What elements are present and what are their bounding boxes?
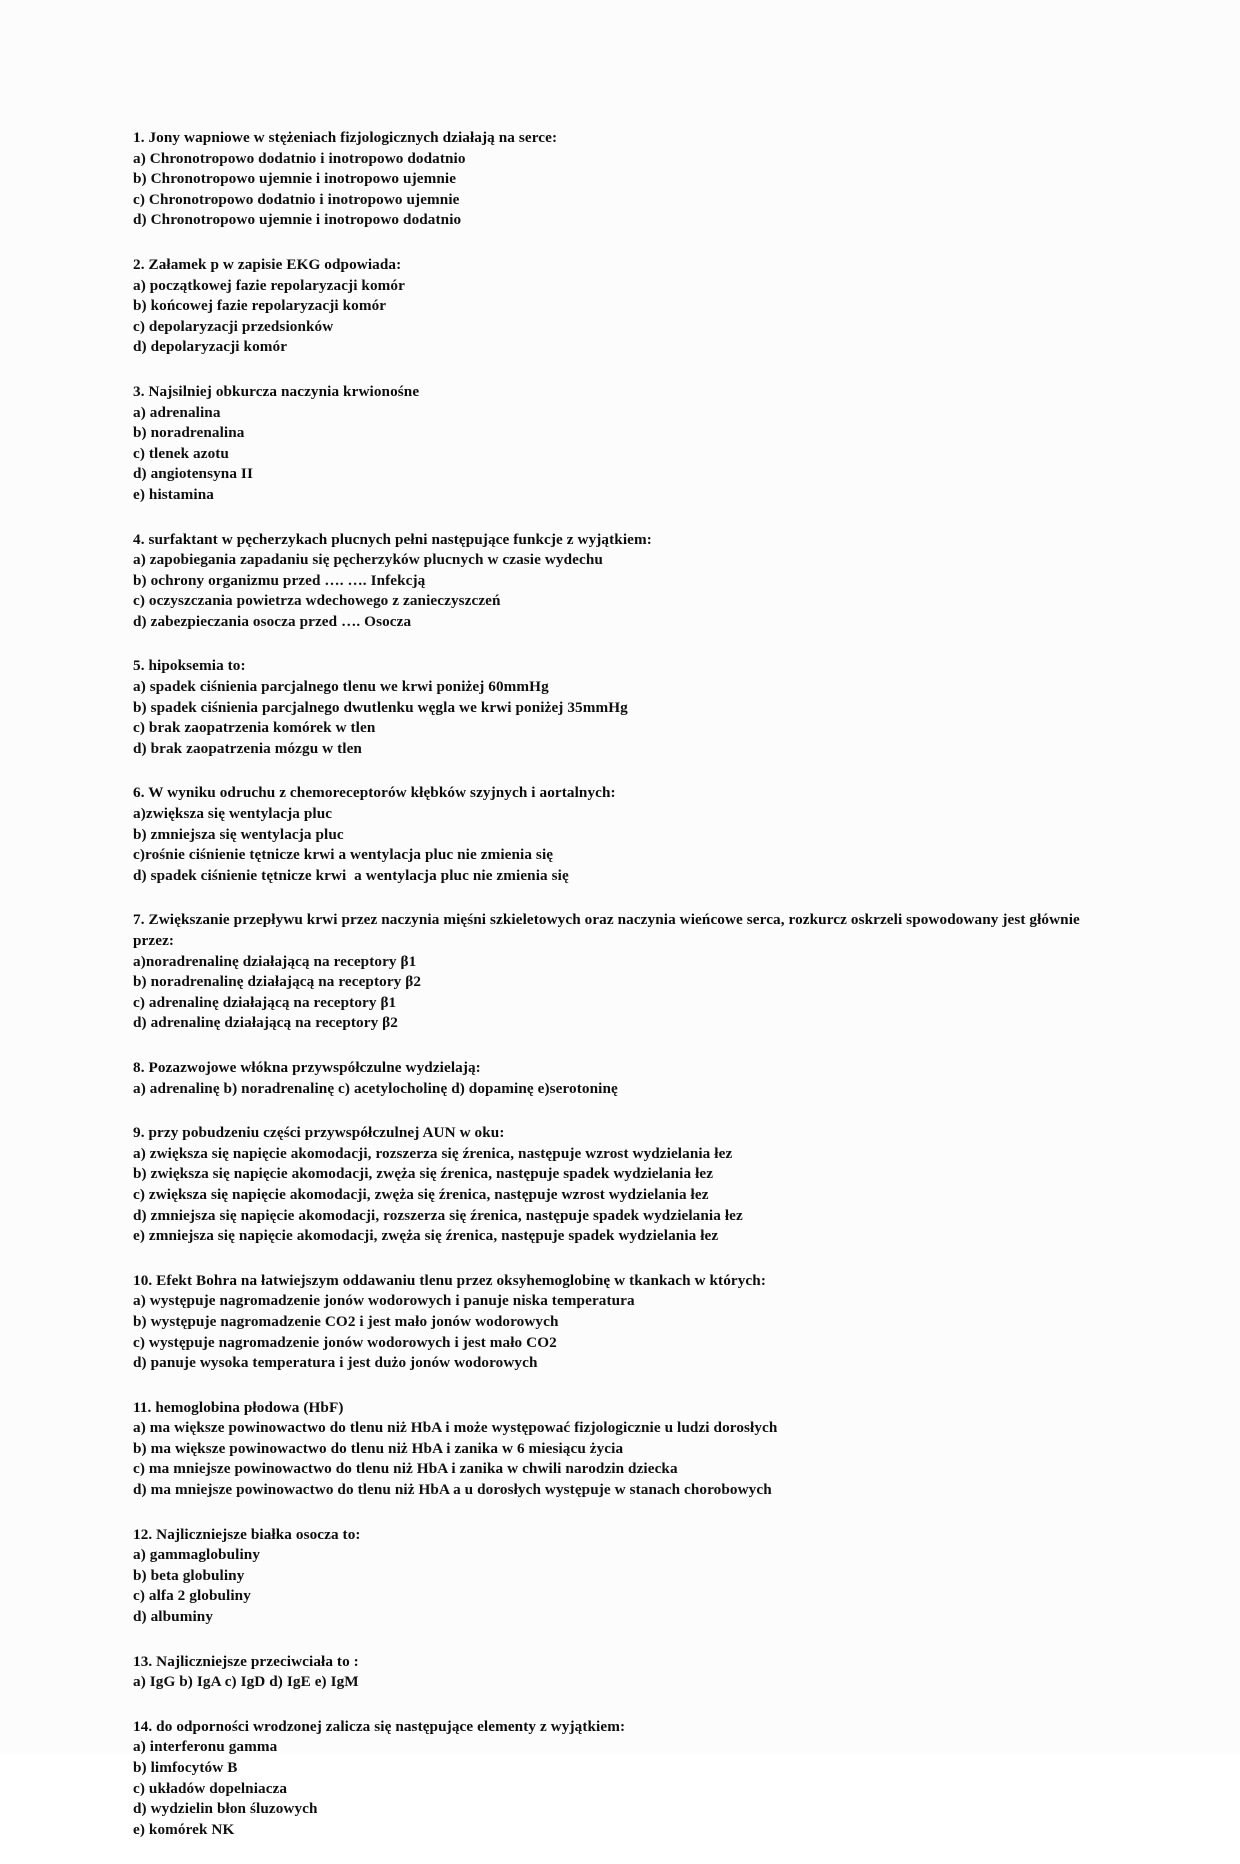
answer-option: b) limfocytów B xyxy=(133,1759,238,1776)
answer-option: b) beta globuliny xyxy=(133,1566,245,1584)
answer-option: a) zapobiegania zapadaniu się pęcherzyków plucnych w czasie wydechu xyxy=(133,551,603,569)
answer-option: d) angiotensyna II xyxy=(133,465,253,483)
answer-option: e) zmniejsza się napięcie akomodacji, zwęża się źrenica, następuje spadek wydzielania łez xyxy=(133,1227,719,1245)
question-list xyxy=(133,128,1093,1864)
answer-option: d) zmniejsza się napięcie akomodacji, rozszerza się źrenica, następuje spadek wydzielania łez xyxy=(133,1206,743,1224)
answer-option: b) zmniejsza się wentylacja pluc xyxy=(133,825,344,843)
answer-option: d) zabezpieczania osocza przed …. Osocza xyxy=(133,612,412,630)
answer-option: c) oczyszczania powietrza wdechowego z zanieczyszczeń xyxy=(133,592,501,610)
question-block xyxy=(133,1271,1093,1374)
question-stem: 3. Najsilniej obkurcza naczynia krwionośne xyxy=(133,382,420,400)
answer-option: a) adrenalina xyxy=(133,403,221,421)
answer-option: c) depolaryzacji przedsionków xyxy=(133,317,334,335)
answer-option: b) spadek ciśnienia parcjalnego dwutlenku węgla we krwi poniżej 35mmHg xyxy=(133,698,628,716)
answer-option: a) Chronotropowo dodatnio i inotropowo dodatnio xyxy=(133,149,466,167)
question-stem: 7. Zwiększanie przepływu krwi przez naczynia mięśni szkieletowych oraz naczynia wieńcowe serca, rozkurcz oskrzeli spowodowany jest głównie przez: xyxy=(133,911,1084,949)
answer-option: a)zwiększa się wentylacja pluc xyxy=(133,805,333,823)
question-stem: 5. hipoksemia to: xyxy=(133,657,246,675)
answer-option: a) gammaglobuliny xyxy=(133,1546,261,1564)
answer-option: c) układów dopelniacza xyxy=(133,1779,288,1797)
question-block xyxy=(133,1058,1093,1099)
answer-option: d) wydzielin błon śluzowych xyxy=(133,1800,318,1818)
answer-option: a) początkowej fazie repolaryzacji komór xyxy=(133,276,405,294)
answer-option: b) zwiększa się napięcie akomodacji, zwęża się źrenica, następuje spadek wydzielania łez xyxy=(133,1165,714,1183)
answer-option: c) zwiększa się napięcie akomodacji, zwęża się źrenica, następuje wzrost wydzielania łez xyxy=(133,1185,709,1203)
question-stem: 1. Jony wapniowe w stężeniach fizjologicznych działają na serce: xyxy=(133,129,558,146)
answer-option: d) depolaryzacji komór xyxy=(133,338,288,356)
question-stem: 11. hemoglobina płodowa (HbF) xyxy=(133,1398,344,1416)
question-stem: 6. W wyniku odruchu z chemoreceptorów kłębków szyjnych i aortalnych: xyxy=(133,784,616,802)
answer-option: c) tlenek azotu xyxy=(133,444,229,462)
question-stem: 8. Pozazwojowe włókna przywspółczulne wydzielają: xyxy=(133,1058,481,1076)
answer-option: c) adrenalinę działającą na receptory β1 xyxy=(133,993,397,1011)
answer-option: a) spadek ciśnienia parcjalnego tlenu we krwi poniżej 60mmHg xyxy=(133,678,549,696)
answer-option: c) występuje nagromadzenie jonów wodorowych i jest mało CO2 xyxy=(133,1333,557,1351)
question-stem: 2. Załamek p w zapisie EKG odpowiada: xyxy=(133,255,402,273)
question-block xyxy=(133,128,1093,231)
answer-option: d) panuje wysoka temperatura i jest dużo jonów wodorowych xyxy=(133,1354,538,1372)
question-stem: 13. Najliczniejsze przeciwciała to : xyxy=(133,1652,359,1670)
question-block xyxy=(133,656,1093,759)
answer-option: a) IgG b) IgA c) IgD d) IgE e) IgM xyxy=(133,1673,359,1691)
question-block xyxy=(133,1123,1093,1247)
question-stem: 10. Efekt Bohra na łatwiejszym oddawaniu tlenu przez oksyhemoglobinę w tkankach w których: xyxy=(133,1271,766,1289)
answer-option: d) albuminy xyxy=(133,1608,214,1626)
answer-option: b) ochrony organizmu przed …. …. Infekcją xyxy=(133,571,426,589)
answer-option: a)noradrenalinę działającą na receptory β1 xyxy=(133,952,417,970)
answer-option: a) zwiększa się napięcie akomodacji, rozszerza się źrenica, następuje wzrost wydzielania łez xyxy=(133,1144,733,1162)
question-block xyxy=(133,910,1093,1034)
answer-option: d) spadek ciśnienie tętnicze krwi a wentylacja pluc nie zmienia się xyxy=(133,866,569,884)
question-block xyxy=(133,1525,1093,1628)
answer-option: a) interferonu gamma xyxy=(133,1738,278,1756)
answer-option: d) Chronotropowo ujemnie i inotropowo dodatnio xyxy=(133,211,462,229)
answer-option: b) ma większe powinowactwo do tlenu niż HbA i zanika w 6 miesiącu życia xyxy=(133,1439,624,1457)
question-stem: 12. Najliczniejsze białka osocza to: xyxy=(133,1525,361,1543)
answer-option: d) adrenalinę działającą na receptory β2 xyxy=(133,1014,398,1032)
answer-option: b) Chronotropowo ujemnie i inotropowo ujemnie xyxy=(133,170,457,188)
answer-option: d) ma mniejsze powinowactwo do tlenu niż HbA a u dorosłych występuje w stanach chorobowych xyxy=(133,1481,772,1499)
question-block xyxy=(133,783,1093,886)
answer-option: e) histamina xyxy=(133,485,214,503)
answer-option: c) alfa 2 globuliny xyxy=(133,1587,251,1605)
question-block xyxy=(133,1717,1093,1841)
answer-option: a) adrenalinę b) noradrenalinę c) acetylocholinę d) dopaminę e)serotoninę xyxy=(133,1079,618,1097)
answer-option: c) Chronotropowo dodatnio i inotropowo ujemnie xyxy=(133,190,460,208)
answer-option: b) występuje nagromadzenie CO2 i jest mało jonów wodorowych xyxy=(133,1312,559,1330)
answer-option: d) brak zaopatrzenia mózgu w tlen xyxy=(133,739,362,757)
question-stem: 14. do odporności wrodzonej zalicza się następujące elementy z wyjątkiem: xyxy=(133,1717,626,1735)
answer-option: a) ma większe powinowactwo do tlenu niż HbA i może występować fizjologicznie u ludzi dorosłych xyxy=(133,1419,778,1437)
answer-option: e) komórek NK xyxy=(133,1820,235,1838)
answer-option: b) końcowej fazie repolaryzacji komór xyxy=(133,297,387,315)
question-block xyxy=(133,530,1093,633)
answer-option: c) ma mniejsze powinowactwo do tlenu niż HbA i zanika w chwili narodzin dziecka xyxy=(133,1460,678,1478)
question-block xyxy=(133,1398,1093,1501)
question-block xyxy=(133,1652,1093,1693)
answer-option: b) noradrenalina xyxy=(133,424,245,442)
answer-option: a) występuje nagromadzenie jonów wodorowych i panuje niska temperatura xyxy=(133,1292,635,1310)
answer-option: c)rośnie ciśnienie tętnicze krwi a wentylacja pluc nie zmienia się xyxy=(133,846,554,864)
question-block xyxy=(133,255,1093,358)
question-stem: 4. surfaktant w pęcherzykach plucnych pełni następujące funkcje z wyjątkiem: xyxy=(133,530,652,548)
question-block xyxy=(133,382,1093,506)
answer-option: b) noradrenalinę działającą na receptory β2 xyxy=(133,973,422,991)
answer-option: c) brak zaopatrzenia komórek w tlen xyxy=(133,719,376,737)
question-stem: 9. przy pobudzeniu części przywspółczulnej AUN w oku: xyxy=(133,1124,505,1142)
